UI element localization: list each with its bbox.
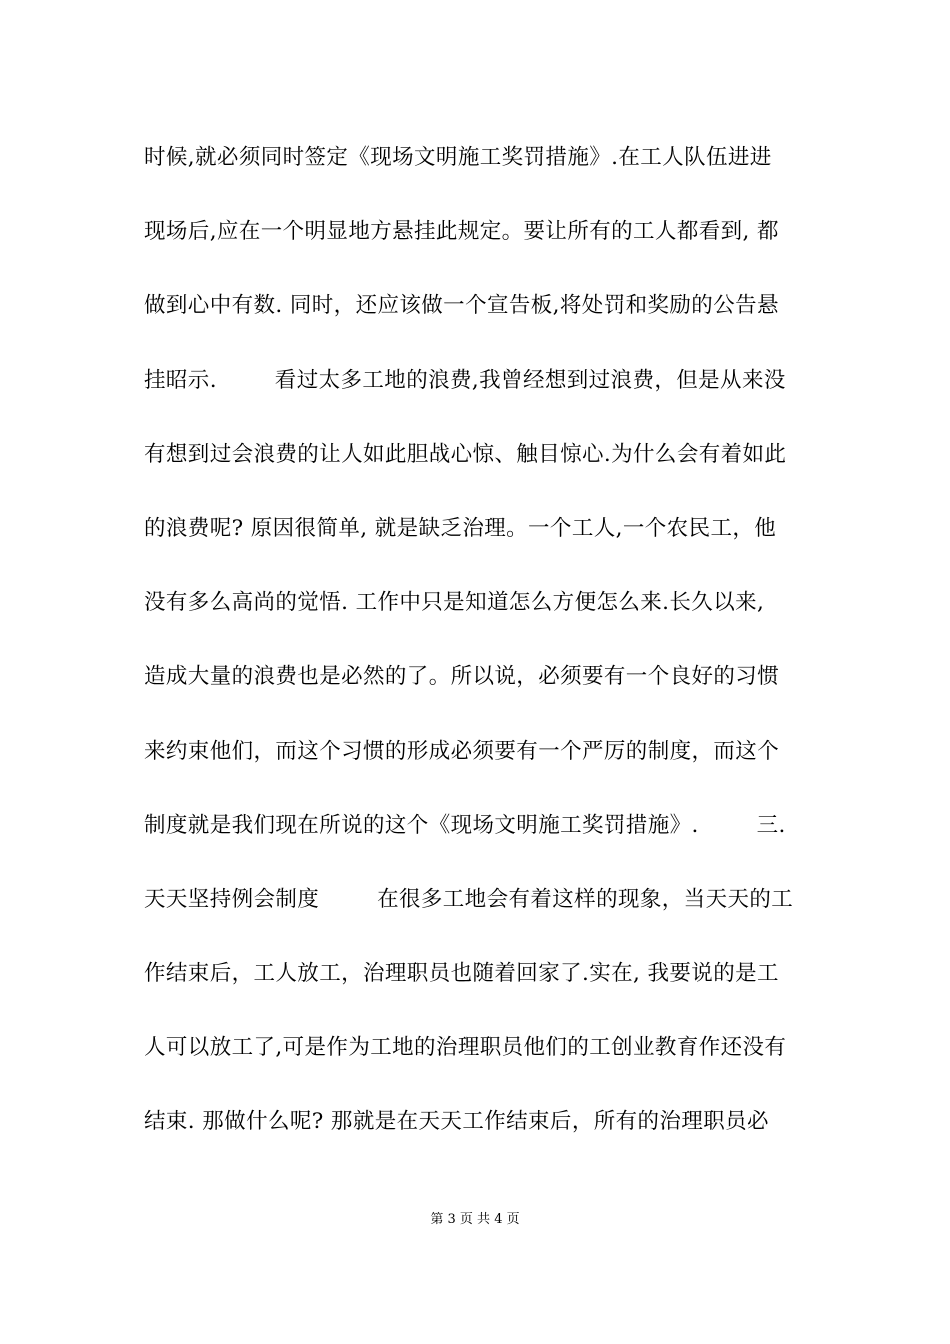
text-line: 有想到过会浪费的让人如此胆战心惊、触目惊心.为什么会有着如此 [144,441,787,467]
text-line: 作结束后，工人放工，治理职员也随着回家了.实在, 我要说的是工 [144,961,779,987]
page-number-footer: 第 3 页 共 4 页 [430,1212,520,1227]
text-line: 现场后,应在一个明显地方悬挂此规定。要让所有的工人都看到, 都 [144,219,779,245]
text-line: 结束. 那做什么呢? 那就是在天天工作结束后，所有的治理职员必 [144,1109,769,1135]
body-text [144,136,814,1175]
text-line: 来约束他们，而这个习惯的形成必须要有一个严厉的制度，而这个 [144,738,780,764]
text-line: 时候,就必须同时签定《现场文明施工奖罚措施》.在工人队伍进进 [144,145,772,170]
text-line: 天天坚持例会制度 在很多工地会有着这样的现象，当天天的工 [144,886,794,912]
text-line: 人可以放工了,可是作为工地的治理职员他们的工创业教育作还没有 [144,1035,787,1061]
text-line: 做到心中有数. 同时，还应该做一个宣告板,将处罚和奖励的公告悬 [144,293,779,319]
text-line: 制度就是我们现在所说的这个《现场文明施工奖罚措施》. 三. [144,812,786,838]
text-line: 没有多么高尚的觉悟. 工作中只是知道怎么方便怎么来.长久以来, [144,590,765,616]
text-line: 挂昭示. 看过太多工地的浪费,我曾经想到过浪费，但是从来没 [144,367,786,393]
text-line: 造成大量的浪费也是必然的了。所以说，必须要有一个良好的习惯 [144,664,780,690]
text-line: 的浪费呢? 原因很简单, 就是缺乏治理。一个工人,一个农民工，他 [144,515,777,541]
